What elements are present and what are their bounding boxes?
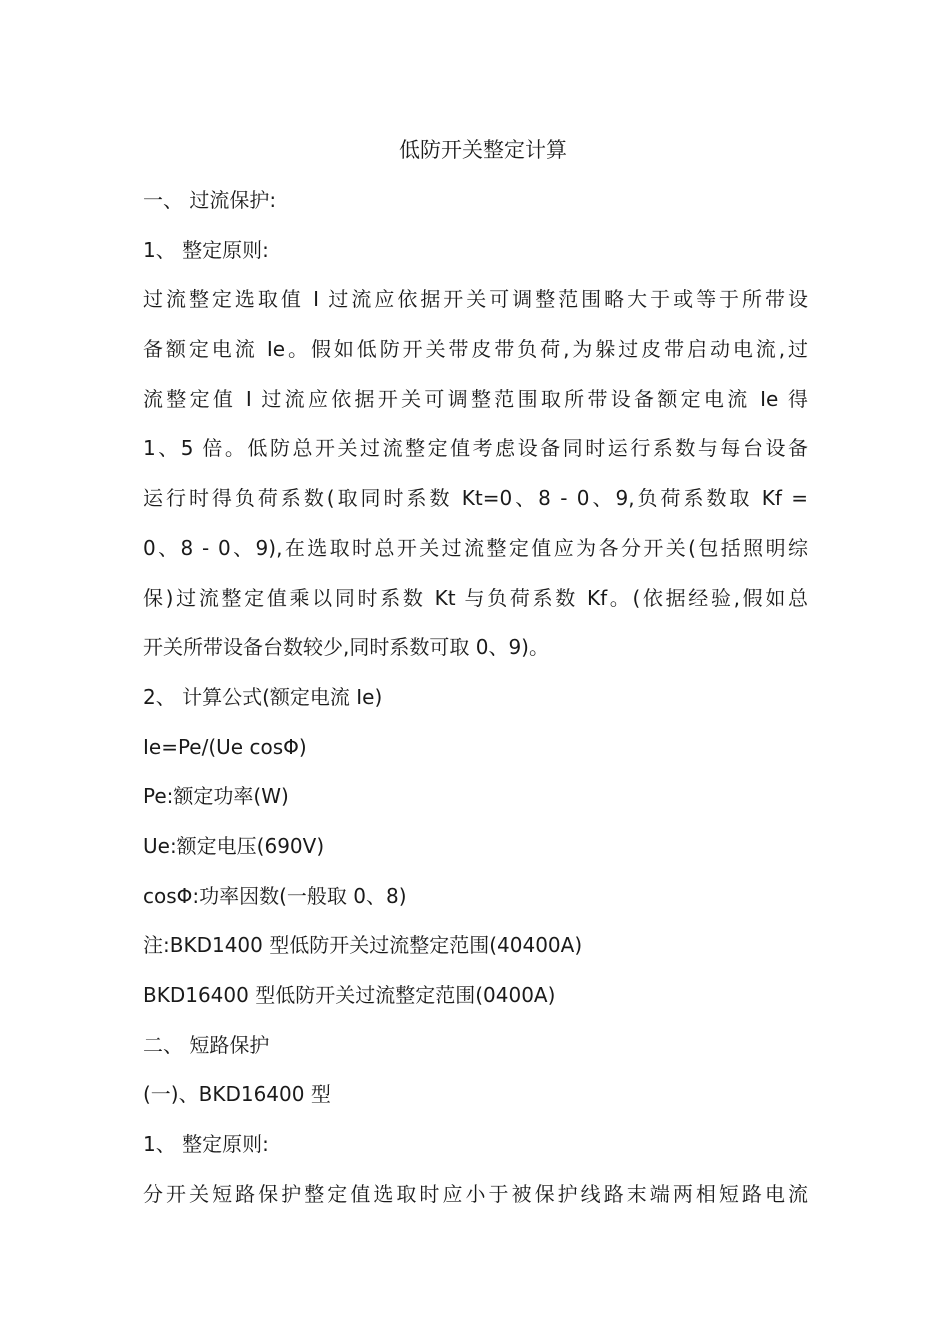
paragraph-line: 0、8 - 0、9),在选取时总开关过流整定值应为各分开关(包括照明综 [143,535,808,560]
section-heading-short-circuit: 二、 短路保护 [143,1032,270,1057]
formula-variable-cosphi: cosΦ:功率因数(一般取 0、8) [143,883,407,908]
formula-variable-pe: Pe:额定功率(W) [143,784,289,809]
subsection-heading-principle: 1、 整定原则: [143,1132,269,1157]
paragraph-line: 备额定电流 Ie。假如低防开关带皮带负荷,为躲过皮带启动电流,过 [143,337,808,362]
section-heading-overcurrent: 一、 过流保护: [143,188,277,212]
paragraph-line: 运行时得负荷系数(取同时系数 Kt=0、8 - 0、9,负荷系数取 Kf = [143,486,808,511]
subsection-heading-model: (一)、BKD16400 型 [143,1082,331,1107]
paragraph-line: 过流整定选取值 I 过流应依据开关可调整范围略大于或等于所带设 [143,287,808,312]
document-body [143,184,808,1227]
subsection-heading-principle: 1、 整定原则: [143,237,269,262]
paragraph-line: 分开关短路保护整定值选取时应小于被保护线路末端两相短路电流 [143,1181,808,1206]
note-line: 注:BKD1400 型低防开关过流整定范围(40400A) [143,933,583,958]
paragraph-line: 开关所带设备台数较少,同时系数可取 0、9)。 [143,635,549,660]
paragraph-line: 保)过流整定值乘以同时系数 Kt 与负荷系数 Kf。(依据经验,假如总 [143,585,808,610]
formula-variable-ue: Ue:额定电压(690V) [143,833,325,858]
paragraph-line: 1、5 倍。低防总开关过流整定值考虑设备同时运行系数与每台设备 [143,436,808,461]
formula-line: Ie=Pe/(Ue cosΦ) [143,734,307,759]
paragraph-line: 流整定值 I 过流应依据开关可调整范围取所带设备额定电流 Ie 得 [143,386,808,411]
subsection-heading-formula: 2、 计算公式(额定电流 Ie) [143,684,383,709]
document-title: 低防开关整定计算 [399,138,567,162]
note-line: BKD16400 型低防开关过流整定范围(0400A) [143,983,556,1007]
